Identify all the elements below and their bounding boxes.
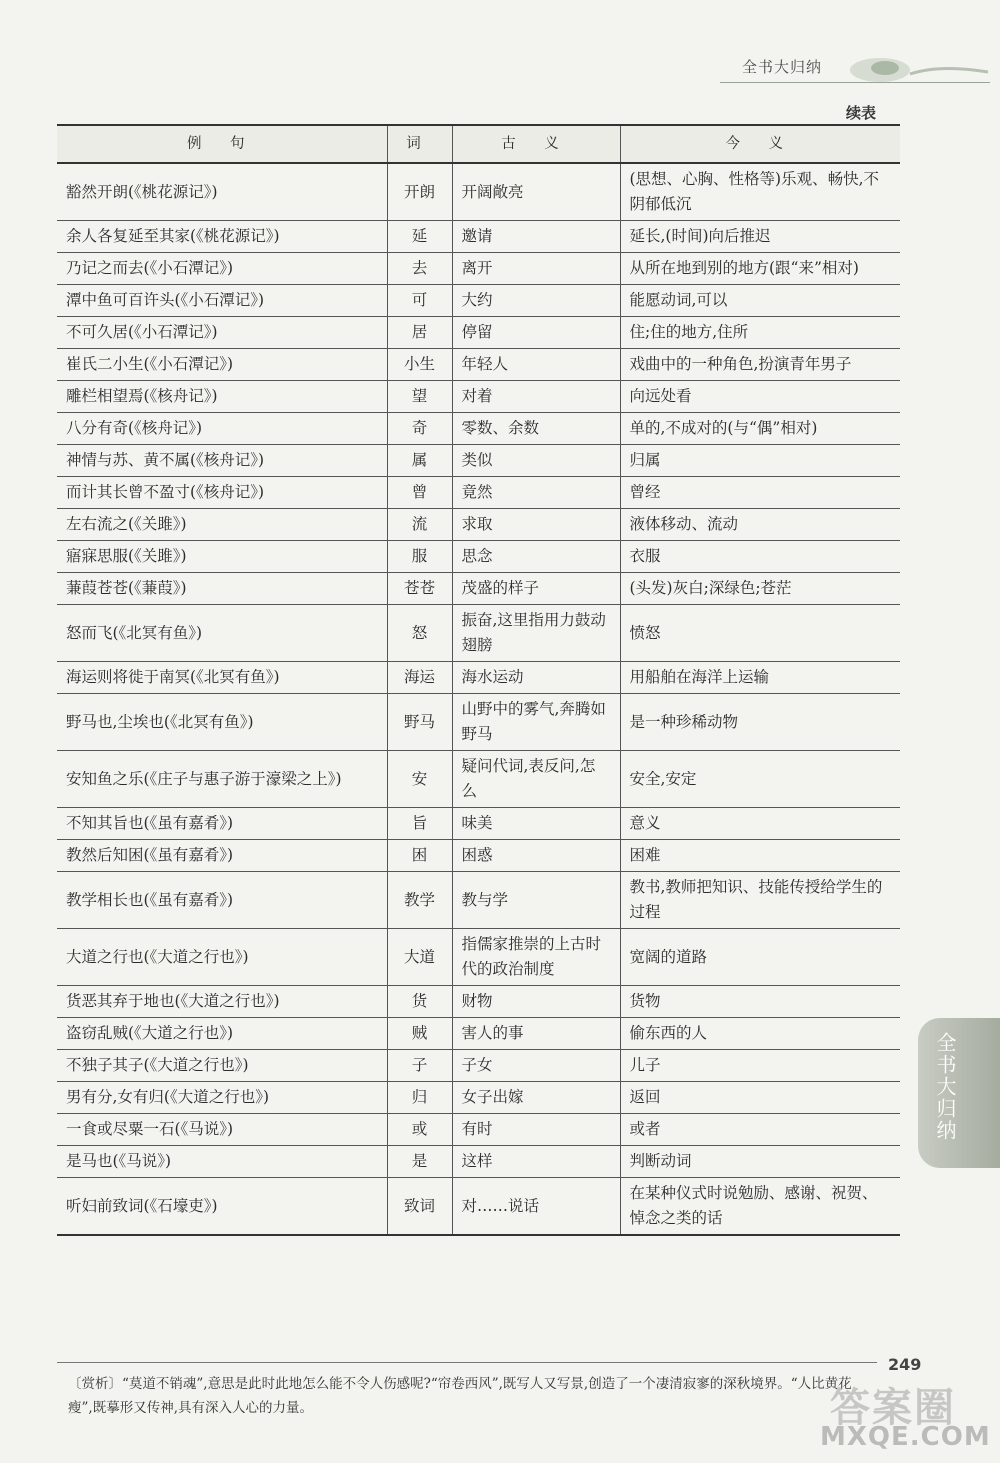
modern-meaning-cell: 或者 [620,1114,900,1146]
word-cell: 曾 [387,477,452,509]
modern-meaning-cell: 戏曲中的一种角色,扮演青年男子 [620,349,900,381]
modern-meaning-cell: 判断动词 [620,1146,900,1178]
modern-meaning-cell: 安全,安定 [620,751,900,808]
table-row [57,221,900,253]
table-body [57,163,900,1235]
ancient-meaning-cell: 有时 [452,1114,620,1146]
table-row [57,253,900,285]
footer-rule [57,1362,877,1363]
example-cell: 是马也(《马说》) [57,1146,387,1178]
ancient-meaning-cell: 疑问代词,表反问,怎么 [452,751,620,808]
ancient-meaning-cell: 财物 [452,986,620,1018]
example-cell: 左右流之(《关雎》) [57,509,387,541]
word-cell: 去 [387,253,452,285]
word-cell: 居 [387,317,452,349]
header-example: 例 句 [57,125,387,163]
ancient-meaning-cell: 茂盛的样子 [452,573,620,605]
table-row [57,163,900,221]
ancient-meaning-cell: 停留 [452,317,620,349]
ancient-meaning-cell: 困惑 [452,840,620,872]
table-row [57,1114,900,1146]
word-cell: 教学 [387,872,452,929]
modern-meaning-cell: 衣服 [620,541,900,573]
modern-meaning-cell: 能愿动词,可以 [620,285,900,317]
header-ancient-meaning: 古 义 [452,125,620,163]
table-row [57,1018,900,1050]
ancient-meaning-cell: 山野中的雾气,奔腾如野马 [452,694,620,751]
example-cell: 货恶其弃于地也(《大道之行也》) [57,986,387,1018]
table-header-row [57,125,900,163]
header-word: 词 [387,125,452,163]
table-row [57,317,900,349]
ancient-meaning-cell: 求取 [452,509,620,541]
word-cell: 野马 [387,694,452,751]
modern-meaning-cell: 归属 [620,445,900,477]
modern-meaning-cell: 曾经 [620,477,900,509]
modern-meaning-cell: 意义 [620,808,900,840]
table-row [57,477,900,509]
example-cell: 乃记之而去(《小石潭记》) [57,253,387,285]
word-cell: 流 [387,509,452,541]
ancient-meaning-cell: 思念 [452,541,620,573]
word-cell: 开朗 [387,163,452,221]
example-cell: 听妇前致词(《石壕吏》) [57,1178,387,1236]
modern-meaning-cell: 货物 [620,986,900,1018]
side-tab-label: 全书大归纳 [933,1032,957,1142]
example-cell: 八分有奇(《核舟记》) [57,413,387,445]
table-row [57,349,900,381]
example-cell: 而计其长曾不盈寸(《核舟记》) [57,477,387,509]
ancient-meaning-cell: 零数、余数 [452,413,620,445]
example-cell: 不知其旨也(《虽有嘉肴》) [57,808,387,840]
modern-meaning-cell: 住;住的地方,住所 [620,317,900,349]
table-row [57,1146,900,1178]
example-cell: 教学相长也(《虽有嘉肴》) [57,872,387,929]
table-row [57,929,900,986]
word-cell: 海运 [387,662,452,694]
watermark-logo: 答案圈 [830,1385,956,1431]
table-row [57,1050,900,1082]
ancient-meaning-cell: 对……说话 [452,1178,620,1236]
example-cell: 崔氏二小生(《小石潭记》) [57,349,387,381]
word-cell: 贼 [387,1018,452,1050]
table-row [57,285,900,317]
example-cell: 男有分,女有归(《大道之行也》) [57,1082,387,1114]
ancient-meaning-cell: 这样 [452,1146,620,1178]
example-cell: 潭中鱼可百许头(《小石潭记》) [57,285,387,317]
word-cell: 可 [387,285,452,317]
ancient-meaning-cell: 类似 [452,445,620,477]
table-row [57,872,900,929]
example-cell: 教然后知困(《虽有嘉肴》) [57,840,387,872]
ancient-meaning-cell: 大约 [452,285,620,317]
ancient-meaning-cell: 指儒家推崇的上古时代的政治制度 [452,929,620,986]
header-ornament [840,52,990,86]
header-rule [720,82,990,83]
ancient-meaning-cell: 女子出嫁 [452,1082,620,1114]
ancient-meaning-cell: 年轻人 [452,349,620,381]
word-cell: 苍苍 [387,573,452,605]
modern-meaning-cell: 从所在地到别的地方(跟“来”相对) [620,253,900,285]
word-cell: 服 [387,541,452,573]
table-row [57,662,900,694]
appreciation-note: 〔赏析〕“莫道不销魂”,意思是此时此地怎么能不令人伤感呢?“帘卷西风”,既写人又写景,创造了一个凄清寂寥的深秋境界。“人比黄花瘦”,既摹形又传神,具有深入人心的力量。 [68,1376,852,1416]
word-cell: 致词 [387,1178,452,1236]
word-cell: 小生 [387,349,452,381]
example-cell: 不独子其子(《大道之行也》) [57,1050,387,1082]
table-row [57,1178,900,1236]
example-cell: 雕栏相望焉(《核舟记》) [57,381,387,413]
page-number: 249 [888,1355,922,1374]
modern-meaning-cell: (思想、心胸、性格等)乐观、畅快,不阴郁低沉 [620,163,900,221]
table-row [57,445,900,477]
table-row [57,986,900,1018]
example-cell: 豁然开朗(《桃花源记》) [57,163,387,221]
ancient-meaning-cell: 子女 [452,1050,620,1082]
section-title: 全书大归纳 [742,58,823,76]
modern-meaning-cell: 用船舶在海洋上运输 [620,662,900,694]
word-cell: 大道 [387,929,452,986]
modern-meaning-cell: 愤怒 [620,605,900,662]
example-cell: 一食或尽粟一石(《马说》) [57,1114,387,1146]
header-modern-meaning: 今 义 [620,125,900,163]
table-row [57,381,900,413]
word-cell: 怒 [387,605,452,662]
word-cell: 归 [387,1082,452,1114]
modern-meaning-cell: 返回 [620,1082,900,1114]
example-cell: 神情与苏、黄不属(《核舟记》) [57,445,387,477]
word-cell: 属 [387,445,452,477]
modern-meaning-cell: 教书,教师把知识、技能传授给学生的过程 [620,872,900,929]
word-cell: 困 [387,840,452,872]
example-cell: 怒而飞(《北冥有鱼》) [57,605,387,662]
ancient-meaning-cell: 开阔敞亮 [452,163,620,221]
table-row [57,573,900,605]
table-row [57,413,900,445]
word-cell: 旨 [387,808,452,840]
table-row [57,840,900,872]
example-cell: 盗窃乱贼(《大道之行也》) [57,1018,387,1050]
ancient-meaning-cell: 海水运动 [452,662,620,694]
ancient-meaning-cell: 对着 [452,381,620,413]
word-cell: 奇 [387,413,452,445]
table-row [57,1082,900,1114]
word-cell: 或 [387,1114,452,1146]
modern-meaning-cell: (头发)灰白;深绿色;苍茫 [620,573,900,605]
word-cell: 延 [387,221,452,253]
modern-meaning-cell: 单的,不成对的(与“偶”相对) [620,413,900,445]
table-row [57,808,900,840]
table-row [57,541,900,573]
modern-meaning-cell: 儿子 [620,1050,900,1082]
word-cell: 安 [387,751,452,808]
modern-meaning-cell: 液体移动、流动 [620,509,900,541]
example-cell: 寤寐思服(《关雎》) [57,541,387,573]
ancient-meaning-cell: 离开 [452,253,620,285]
table-row [57,509,900,541]
example-cell: 蒹葭苍苍(《蒹葭》) [57,573,387,605]
ancient-meaning-cell: 味美 [452,808,620,840]
example-cell: 余人各复延至其家(《桃花源记》) [57,221,387,253]
example-cell: 野马也,尘埃也(《北冥有鱼》) [57,694,387,751]
word-cell: 子 [387,1050,452,1082]
modern-meaning-cell: 延长,(时间)向后推迟 [620,221,900,253]
modern-meaning-cell: 偷东西的人 [620,1018,900,1050]
modern-meaning-cell: 困难 [620,840,900,872]
modern-meaning-cell: 是一种珍稀动物 [620,694,900,751]
table-row [57,605,900,662]
example-cell: 大道之行也(《大道之行也》) [57,929,387,986]
ancient-meaning-cell: 教与学 [452,872,620,929]
ancient-meaning-cell: 害人的事 [452,1018,620,1050]
example-cell: 安知鱼之乐(《庄子与惠子游于濠梁之上》) [57,751,387,808]
modern-meaning-cell: 宽阔的道路 [620,929,900,986]
ancient-meaning-cell: 邀请 [452,221,620,253]
ancient-meaning-cell: 振奋,这里指用力鼓动翅膀 [452,605,620,662]
table-row [57,751,900,808]
ancient-meaning-cell: 竟然 [452,477,620,509]
watermark-url: MXQE.COM [820,1422,991,1452]
modern-meaning-cell: 向远处看 [620,381,900,413]
word-cell: 是 [387,1146,452,1178]
modern-meaning-cell: 在某种仪式时说勉励、感谢、祝贺、悼念之类的话 [620,1178,900,1236]
word-cell: 货 [387,986,452,1018]
table-row [57,694,900,751]
example-cell: 不可久居(《小石潭记》) [57,317,387,349]
continued-label: 续表 [846,104,877,122]
vocabulary-table [57,124,900,1236]
word-cell: 望 [387,381,452,413]
example-cell: 海运则将徙于南冥(《北冥有鱼》) [57,662,387,694]
